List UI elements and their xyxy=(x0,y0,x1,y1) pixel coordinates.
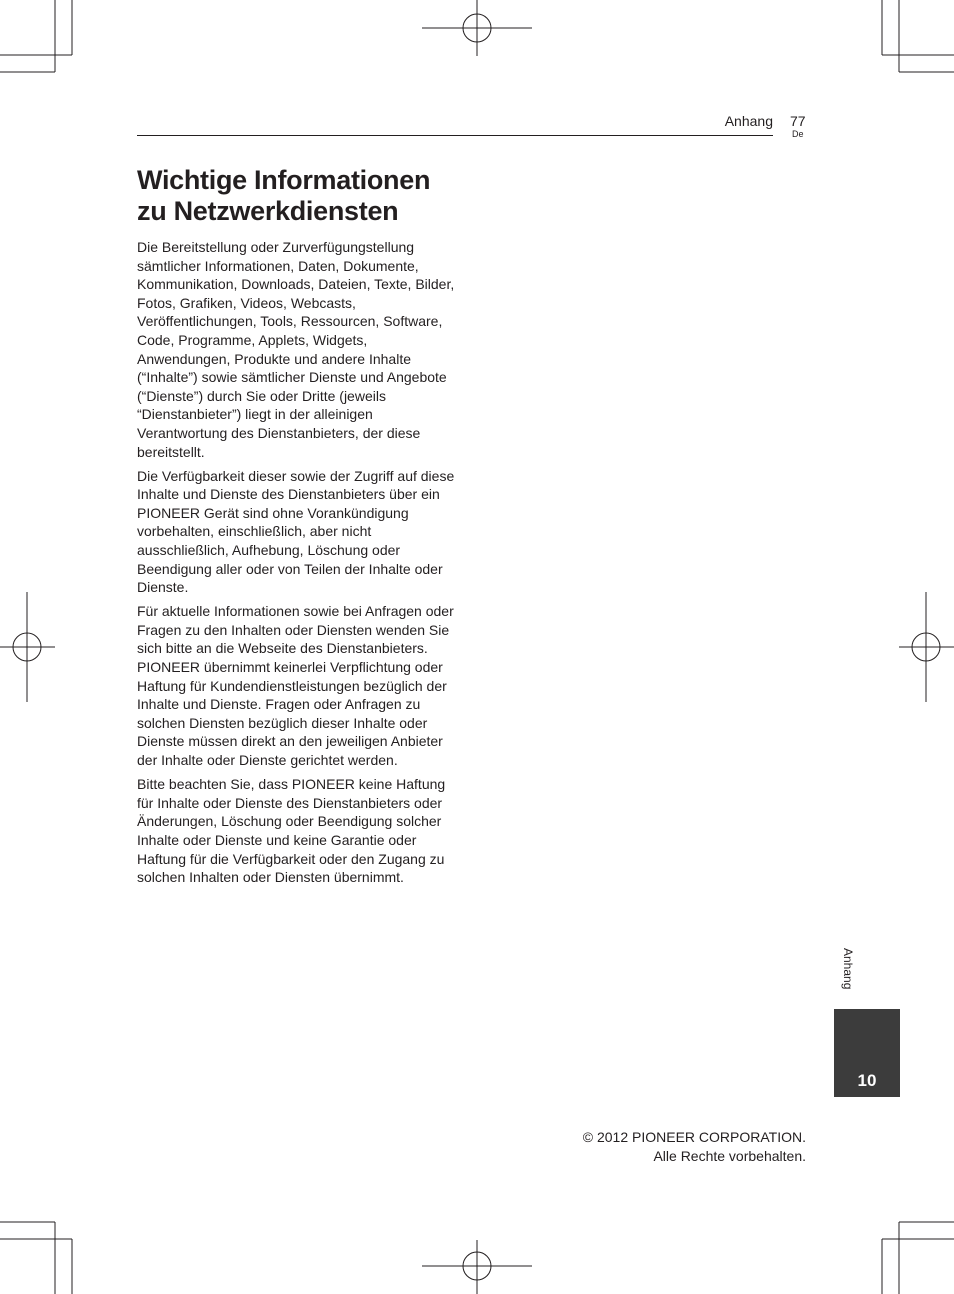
page-title-line-1: Wichtige Informationen xyxy=(137,165,431,195)
chapter-number: 10 xyxy=(857,1071,877,1090)
page-number: 77 xyxy=(790,113,806,129)
registration-mark-top xyxy=(422,0,532,56)
side-tab-label: Anhang xyxy=(841,948,855,990)
paragraph: Für aktuelle Informationen sowie bei Anfragen oder Fragen zu den Inhalten oder Diensten wenden Sie sich bitte an die Webseite des Dienstanbieters. PIONEER übernimmt keinerlei Verpflichtung oder Haftung für Kundendienstleistungen bezüglich der Inhalte und Dienste. Fragen oder Anfragen zu solchen Diensten bezüglich dieser Inhalte oder Dienste müssen direkt an den jeweiligen Anbieter der Inhalte oder Dienste gerichtet werden. xyxy=(137,603,454,769)
copyright-line-1: © 2012 PIONEER CORPORATION. xyxy=(582,1129,806,1145)
paragraph: Bitte beachten Sie, dass PIONEER keine Haftung für Inhalte oder Dienste des Dienstanbieters oder Änderungen, Löschung oder Beendigung solcher Inhalte oder Dienste und keine Garantie oder Haftung für die Verfügbarkeit oder den Zugang zu solchen Inhalten oder Diensten übernimmt. xyxy=(137,776,446,886)
chapter-tab xyxy=(834,1009,900,1097)
paragraph: Die Verfügbarkeit dieser sowie der Zugriff auf diese Inhalte und Dienste des Dienstanbieters über ein PIONEER Gerät sind ohne Vorankündigung vorbehalten, einschließlich, aber nicht ausschließlich, Aufhebung, Löschung oder Beendigung aller oder von Teilen der Inhalte oder Dienste. xyxy=(137,467,455,596)
header-rule xyxy=(137,135,773,136)
registration-mark-left xyxy=(0,592,55,702)
page-title-line-2: zu Netzwerkdiensten xyxy=(137,196,399,226)
registration-mark-right xyxy=(899,592,954,702)
body-text xyxy=(137,238,457,892)
registration-mark-bottom xyxy=(422,1240,532,1294)
paragraph: Die Bereitstellung oder Zurverfügungstellung sämtlicher Informationen, Daten, Dokumente, Kommunikation, Downloads, Dateien, Texte, Bilder, Fotos, Grafiken, Videos, Webcasts, Veröffentlichungen, Tools, Ressourcen, Software, Code, Programme, Applets, Widgets, Anwendungen, Produkte und andere Inhalte (“Inhalte”) sowie sämtlicher Dienste und Angebote (“Dienste”) durch Sie oder Dritte (jeweils “Dienstanbieter”) liegt in der alleinigen Verantwortung des Dienstanbieters, der diese bereitstellt. xyxy=(137,239,455,460)
page-title xyxy=(137,165,497,227)
copyright-notice xyxy=(583,1128,806,1166)
page-language-code: De xyxy=(792,129,804,139)
copyright-line-2: Alle Rechte vorbehalten. xyxy=(653,1148,806,1164)
running-header-section: Anhang xyxy=(724,113,773,129)
